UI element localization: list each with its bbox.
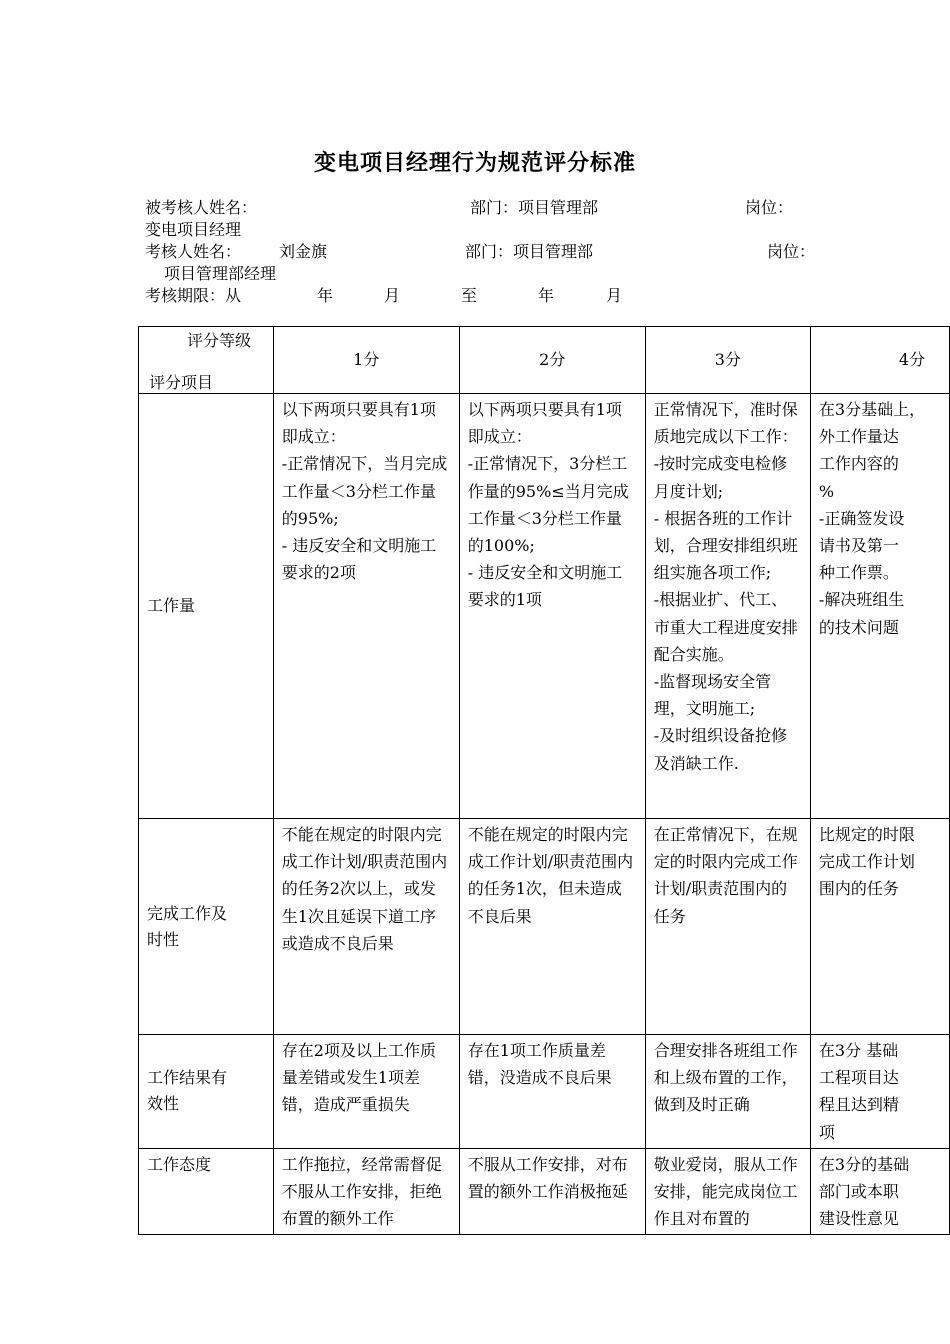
header-item-label: 评分项目: [149, 373, 214, 392]
header-score-2: 2分: [459, 327, 645, 394]
table-cell: [273, 394, 459, 819]
evaluator-dept: 部门：项目管理部: [465, 242, 594, 261]
cell-paragraph: 项: [818, 1122, 835, 1142]
table-cell: [645, 394, 810, 819]
cell-paragraph: 在3分基础上，: [818, 400, 926, 419]
cell-paragraph: 合理安排各班组工作和上级布置的工作，做到及时正确: [653, 1041, 798, 1115]
row-label: 工作量: [139, 394, 274, 819]
cell-paragraph: 不服从工作安排，对布置的额外工作消极拖延: [467, 1154, 628, 1202]
table-cell: [459, 394, 645, 819]
cell-paragraph: 工作内容的: [818, 454, 899, 474]
cell-paragraph: 存在2项及以上工作质量差错或发生1项差错，造成严重损失: [281, 1041, 436, 1115]
scoring-table: [138, 326, 950, 1235]
table-cell: [810, 1148, 949, 1235]
evaluator-name-value: 刘金旗: [279, 242, 328, 261]
cell-paragraph: -及时组织设备抢修及消缺工作.: [653, 726, 788, 773]
cell-paragraph: -解决班组生: [818, 590, 905, 610]
header-score-4: 4分: [810, 327, 949, 394]
cell-paragraph: %: [818, 481, 835, 501]
table-cell: [273, 819, 459, 1035]
cell-paragraph: 在正常情况下，在规定的时限内完成工作计划/职责范围内的任务: [653, 825, 798, 926]
cell-paragraph: 敬业爱岗，服从工作安排，能完成岗位工作且对布置的: [653, 1154, 798, 1229]
cell-paragraph: - 根据各班的工作计划，合理安排组织班组实施各项工作;: [653, 508, 798, 583]
period-month-1: 月: [384, 286, 401, 305]
row-label-text: 工作结果有效性: [147, 1068, 228, 1114]
period-year-1: 年: [317, 286, 334, 305]
cell-paragraph: 正常情况下，准时保质地完成以下工作：: [653, 400, 798, 447]
period-label: 考核期限：从: [145, 286, 242, 305]
cell-paragraph: 存在1项工作质量差错，没造成不良后果: [467, 1041, 612, 1088]
cell-paragraph: 不能在规定的时限内完成工作计划/职责范围内的任务1次，但未造成不良后果: [467, 825, 634, 926]
table-cell: [810, 819, 949, 1035]
cell-paragraph: 在3分 基础: [818, 1041, 899, 1060]
page-title: 变电项目经理行为规范评分标准: [313, 150, 636, 176]
cell-paragraph: 在3分的基础: [818, 1154, 910, 1174]
table-cell: [459, 819, 645, 1035]
cell-paragraph: 完成工作计划: [818, 852, 915, 872]
table-cell: [459, 1035, 645, 1149]
table-cell: [459, 1148, 645, 1235]
evaluatee-name-label: 被考核人姓名：: [145, 198, 258, 217]
cell-paragraph: 建设性意见: [818, 1209, 899, 1229]
table-cell: [273, 1148, 459, 1235]
table-cell: [645, 1035, 810, 1149]
evaluatee-post-value: 变电项目经理: [145, 220, 242, 239]
cell-paragraph: 比规定的时限: [818, 825, 915, 844]
header-corner-cell: [139, 327, 274, 394]
table-row: [139, 394, 950, 819]
cell-paragraph: 程且达到精: [818, 1095, 899, 1115]
evaluatee-dept: 部门：项目管理部: [470, 198, 599, 217]
cell-paragraph: 部门或本职: [818, 1182, 899, 1202]
cell-paragraph: 以下两项只要具有1项即成立：: [281, 400, 436, 447]
table-row: [139, 1148, 950, 1235]
cell-paragraph: -根据业扩、代工、市重大工程进度安排配合实施。: [653, 590, 798, 664]
evaluatee-post-label: 岗位：: [745, 198, 794, 217]
header-grade-label: 评分等级: [187, 331, 252, 350]
cell-paragraph: 请书及第一: [818, 536, 899, 556]
table-cell: [810, 394, 949, 819]
cell-paragraph: - 违反安全和文明施工要求的2项: [281, 536, 437, 583]
cell-paragraph: -正确签发设: [818, 508, 905, 528]
header-row: [139, 327, 950, 394]
cell-paragraph: 工程项目达: [818, 1068, 899, 1088]
table-cell: [645, 819, 810, 1035]
row-label: [139, 819, 274, 1035]
cell-paragraph: 以下两项只要具有1项即成立：: [467, 400, 622, 447]
table-row: [139, 819, 950, 1035]
table-row: [139, 1035, 950, 1149]
table-cell: [273, 1035, 459, 1149]
period-to: 至: [461, 286, 478, 305]
cell-paragraph: 外工作量达: [818, 427, 899, 447]
table-cell: [810, 1035, 949, 1149]
cell-paragraph: -正常情况下，3分栏工作量的95%≤当月完成工作量＜3分栏工作量的100%;: [467, 454, 629, 556]
cell-paragraph: 的技术问题: [818, 617, 899, 637]
row-label: [139, 1035, 274, 1149]
table-cell: [645, 1148, 810, 1235]
header-score-1: 1分: [273, 327, 459, 394]
evaluator-name-label: 考核人姓名：: [145, 242, 242, 261]
cell-paragraph: -正常情况下，当月完成工作量＜3分栏工作量的95%;: [281, 454, 448, 528]
cell-paragraph: 种工作票。: [818, 563, 899, 583]
row-label-text: 完成工作及时性: [147, 903, 228, 949]
cell-paragraph: -监督现场安全管理，文明施工;: [653, 672, 772, 719]
cell-paragraph: -按时完成变电检修月度计划;: [653, 454, 788, 501]
cell-paragraph: 工作拖拉，经常需督促不服从工作安排，拒绝布置的额外工作: [281, 1154, 442, 1229]
period-year-2: 年: [538, 286, 555, 305]
cell-paragraph: 不能在规定的时限内完成工作计划/职责范围内的任务2次以上，或发生1次且延误下道工序或造成不良后果: [281, 825, 448, 953]
evaluator-post-label: 岗位：: [767, 242, 816, 261]
row-label: 工作态度: [139, 1148, 274, 1235]
cell-paragraph: 围内的任务: [818, 879, 899, 899]
evaluator-post-value: 项目管理部经理: [164, 264, 277, 283]
period-month-2: 月: [606, 286, 623, 305]
header-score-3: 3分: [645, 327, 810, 394]
cell-paragraph: - 违反安全和文明施工要求的1项: [467, 563, 623, 610]
